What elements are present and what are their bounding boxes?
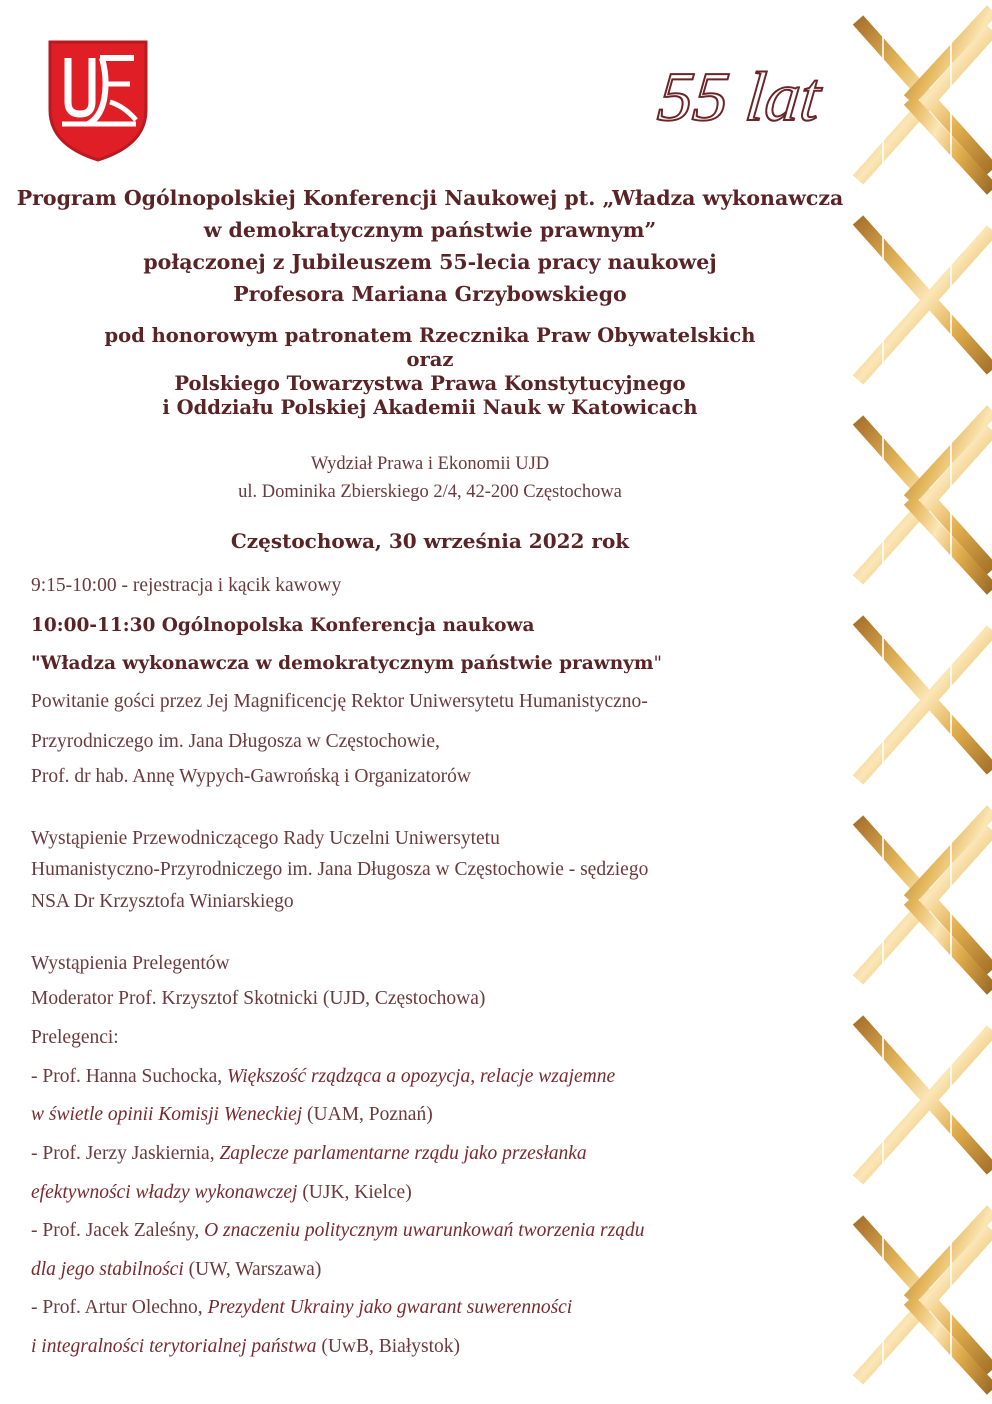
jubilee-text: 55 lat (654, 58, 825, 136)
speaker-3-line-1 (31, 1220, 644, 1242)
patron-line: pod honorowym patronatem Rzecznika Praw Obywatelskich (104, 324, 756, 347)
speaker-affiliation: (UW, Warszawa) (183, 1259, 322, 1280)
registration: 9:15-10:00 - rejestracja i kącik kawowy (31, 575, 342, 596)
speaker-affiliation: (UJK, Kielce) (297, 1182, 412, 1203)
speaker-name: - Prof. Artur Olechno, (31, 1297, 208, 1318)
speakers-label: Prelegenci: (31, 1027, 119, 1048)
speaker-4-line-1 (31, 1297, 572, 1319)
event-date: Częstochowa, 30 września 2022 rok (230, 529, 630, 553)
speaker-topic: O znaczeniu politycznym uwarunkowań tworzenia rządu (204, 1220, 645, 1241)
speaker-2-line-1 (31, 1143, 587, 1165)
speaker-2-line-2 (31, 1182, 412, 1204)
title-line: Program Ogólnopolskiej Konferencji Naukowej pt. „Władza wykonawcza (16, 186, 844, 210)
speaker-topic: Prezydent Ukrainy jako gwarant suwerenności (207, 1297, 573, 1318)
title-line: połączonej z Jubileuszem 55-lecia pracy naukowej (143, 250, 717, 274)
gold-decorative-pattern (851, 0, 992, 1404)
speaker-topic: i integralności terytorialnej państwa (31, 1336, 317, 1357)
speaker-topic: Zaplecze parlamentarne rządu jako przesłanka (219, 1143, 587, 1164)
conference-title-end: " (653, 653, 662, 674)
patron-line: oraz (406, 348, 454, 371)
program-title (0, 182, 860, 310)
speech-line: NSA Dr Krzysztofa Winiarskiego (31, 891, 294, 912)
ujd-logo (48, 40, 148, 162)
speaker-topic: Większość rządząca a opozycja, relacje wzajemne (227, 1066, 616, 1087)
speaker-1-line-2 (31, 1104, 433, 1126)
speaker-name: - Prof. Hanna Suchocka, (31, 1066, 228, 1087)
speaker-topic: efektywności władzy wykonawczej (31, 1182, 298, 1203)
welcome-line: Powitanie gości przez Jej Magnificencję Rektor Uniwersytetu Humanistyczno- (31, 691, 648, 712)
speaker-name: - Prof. Jacek Zaleśny, (31, 1220, 205, 1241)
speech-line: Humanistyczno-Przyrodniczego im. Jana Długosza w Częstochowie - sędziego (31, 859, 649, 880)
conference-title (31, 653, 662, 674)
title-line: Profesora Mariana Grzybowskiego (233, 282, 627, 306)
speech-line: Wystąpienie Przewodniczącego Rady Uczelni Uniwersytetu (31, 828, 500, 849)
speakers-heading: Wystąpienia Prelegentów (31, 953, 230, 974)
patronage (0, 324, 860, 420)
speaker-topic: dla jego stabilności (31, 1259, 184, 1280)
welcome-line: Przyrodniczego im. Jana Długosza w Częstochowie, (31, 731, 440, 752)
speaker-affiliation: (UwB, Białystok) (316, 1336, 460, 1357)
speaker-affiliation: (UAM, Poznań) (302, 1104, 433, 1125)
jubilee-55-lat (570, 50, 830, 140)
patron-line: i Oddziału Polskiej Akademii Nauk w Katowicach (162, 396, 698, 419)
speaker-topic: w świetle opinii Komisji Weneckiej (31, 1104, 303, 1125)
title-line: w demokratycznym państwie prawnym” (203, 218, 657, 242)
venue-address: ul. Dominika Zbierskiego 2/4, 42-200 Częstochowa (238, 482, 622, 502)
speaker-1-line-1 (31, 1066, 615, 1088)
venue-faculty: Wydział Prawa i Ekonomii UJD (310, 454, 550, 474)
patron-line: Polskiego Towarzystwa Prawa Konstytucyjnego (174, 372, 686, 395)
moderator: Moderator Prof. Krzysztof Skotnicki (UJD, Częstochowa) (31, 988, 486, 1009)
speaker-4-line-2 (31, 1336, 460, 1358)
conference-title-text: "Władza wykonawcza w demokratycznym państwie prawnym (31, 653, 654, 674)
venue (0, 450, 860, 506)
welcome-line: Prof. dr hab. Annę Wypych-Gawrońską i Organizatorów (31, 766, 471, 787)
conference-heading: 10:00-11:30 Ogólnopolska Konferencja naukowa (31, 615, 535, 636)
speaker-3-line-2 (31, 1259, 321, 1281)
speaker-name: - Prof. Jerzy Jaskiernia, (31, 1143, 220, 1164)
